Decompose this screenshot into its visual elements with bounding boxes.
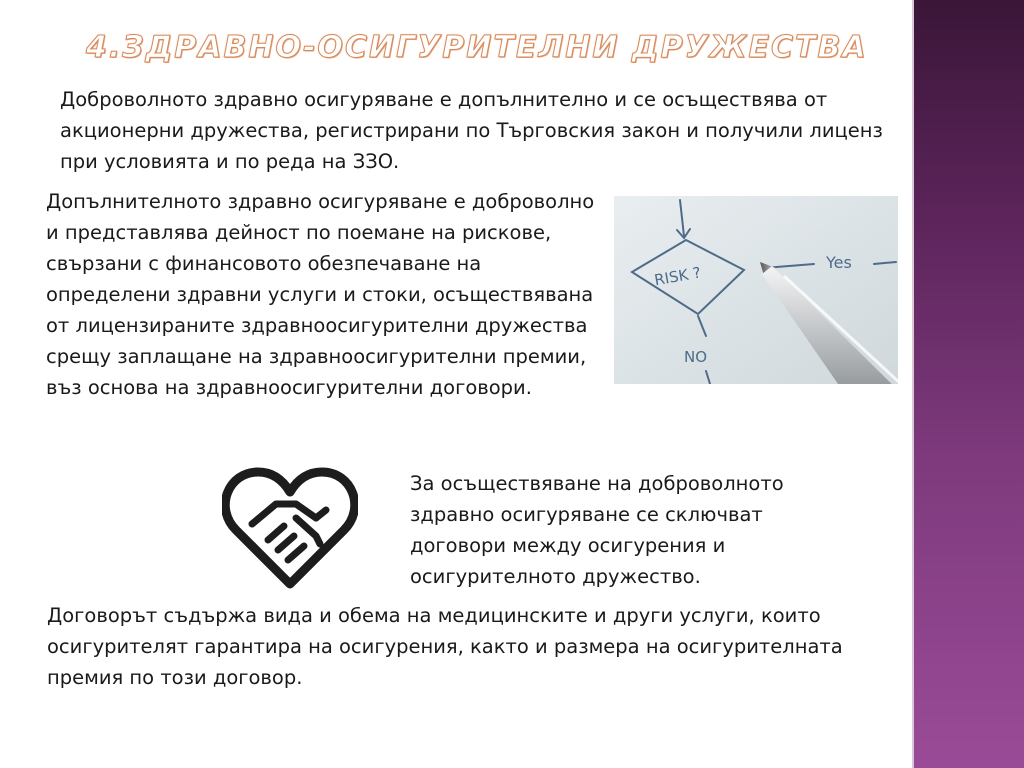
flowchart-risk-label: RISK ? — [652, 263, 703, 290]
decorative-side-band — [912, 0, 1024, 768]
risk-flowchart-photo — [614, 196, 898, 384]
paragraph-voluntary-insurance: Доброволното здравно осигуряване е допълнително и се осъществява от акционерни дружества, регистрирани по Търговския закон и получили лиценз при условията и по реда на ЗЗО. — [60, 88, 883, 173]
flowchart-yes-label: Yes — [826, 253, 852, 272]
paragraph-contract-content: Договорът съдържа вида и обема на медицинските и други услуги, които осигурителят гарантира на осигурения, както и размера на осигурителната премия по този договор. — [47, 604, 843, 689]
paragraph-contracts: За осъществяване на доброволното здравно осигуряване се сключват договори между осигурения и осигурителното дружество. — [410, 472, 784, 588]
risk-flowchart-illustration — [614, 196, 898, 384]
flowchart-no-label: NO — [684, 348, 708, 366]
handshake-heart-icon — [222, 466, 358, 590]
paragraph-supplementary-insurance: Допълнителното здравно осигуряване е доброволно и представлява дейност по поемане на рискове, свързани с финансовото обезпечаване на определени здравни услуги и стоки, осъществявана от лицензираните здравноосигурителни дружества срещу заплащане на здравноосигурителни премии, въз основа на здравноосигурителни договори. — [46, 190, 595, 399]
slide-title: 4.ЗДРАВНО-ОСИГУРИТЕЛНИ ДРУЖЕСТВА — [86, 30, 868, 65]
